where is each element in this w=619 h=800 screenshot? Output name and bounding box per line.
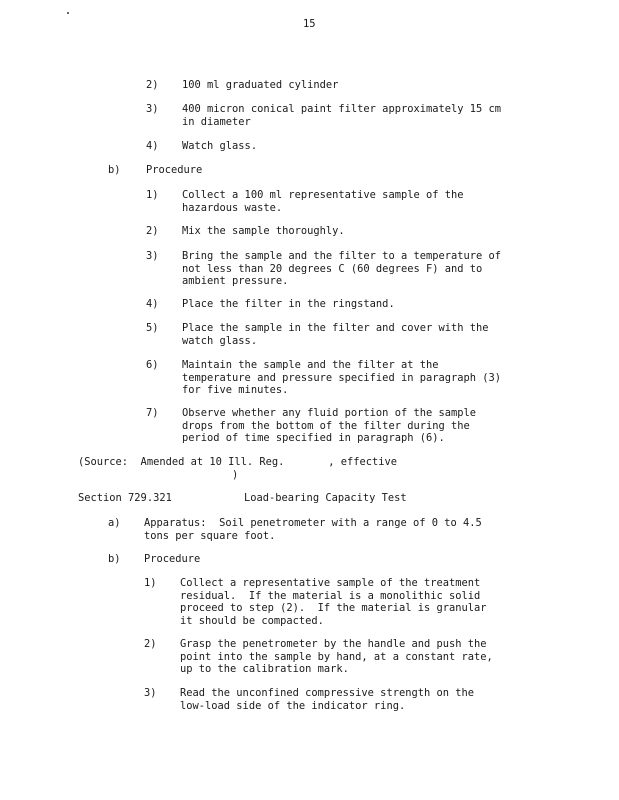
- step-number: 5): [146, 322, 159, 334]
- section-title: Load-bearing Capacity Test: [244, 492, 407, 504]
- list-item-text: [182, 103, 501, 128]
- text-line: ambient pressure.: [182, 275, 289, 287]
- step-number: 2): [144, 638, 157, 650]
- section-letter: b): [108, 164, 121, 176]
- step-text: [180, 687, 474, 712]
- text-line: Collect a 100 ml representative sample of the: [182, 189, 464, 201]
- text-line: Maintain the sample and the filter at the: [182, 359, 439, 371]
- source-note: (Source: Amended at 10 Ill. Reg. , effective: [78, 456, 398, 468]
- source-note-close: ): [232, 469, 239, 481]
- text-line: Read the unconfined compressive strength on the: [180, 687, 475, 699]
- text-line: low-load side of the indicator ring.: [180, 699, 406, 712]
- procedure-heading: Procedure: [146, 164, 203, 176]
- text-line: Mix the sample thoroughly.: [182, 225, 345, 237]
- step-number: 1): [144, 577, 157, 589]
- section-letter: b): [108, 553, 121, 565]
- section-letter: a): [108, 517, 121, 529]
- text-line: point into the sample by hand, at a constant rate,: [180, 650, 493, 663]
- step-number: 3): [146, 250, 159, 262]
- text-line: Grasp the penetrometer by the handle and push the: [180, 638, 487, 650]
- step-text: [182, 322, 489, 347]
- step-text: [182, 407, 476, 445]
- section-number: Section 729.321: [78, 492, 172, 504]
- step-text: [182, 189, 464, 214]
- text-line: watch glass.: [182, 334, 258, 347]
- step-number: 3): [144, 687, 157, 699]
- text-line: 100 ml graduated cylinder: [182, 79, 339, 91]
- step-number: 7): [146, 407, 159, 419]
- step-text: [180, 638, 493, 676]
- procedure-heading: Procedure: [144, 553, 201, 565]
- text-line: Bring the sample and the filter to a temperature of: [182, 250, 502, 262]
- text-line: for five minutes.: [182, 384, 289, 396]
- text-line: Collect a representative sample of the treatment: [180, 577, 481, 589]
- text-line: it should be compacted.: [180, 614, 324, 627]
- list-number: 4): [146, 140, 159, 152]
- step-text: [180, 577, 487, 627]
- step-number: 1): [146, 189, 159, 201]
- list-item-text: [182, 140, 257, 153]
- step-number: 4): [146, 298, 159, 310]
- page-number: 15: [303, 18, 316, 30]
- text-line: period of time specified in paragraph (6).: [182, 432, 445, 444]
- step-text: [182, 250, 501, 288]
- step-number: 6): [146, 359, 159, 371]
- text-line: Observe whether any fluid portion of the sample: [182, 407, 477, 419]
- text-line: temperature and pressure specified in paragraph (3): [182, 371, 502, 384]
- step-text: [182, 225, 345, 238]
- text-line: up to the calibration mark.: [180, 663, 349, 675]
- text-line: Watch glass.: [182, 140, 258, 152]
- text-line: Apparatus: Soil penetrometer with a range of 0 to 4.5: [144, 517, 482, 529]
- text-line: proceed to step (2). If the material is granular: [180, 602, 487, 614]
- text-line: 400 micron conical paint filter approximately 15 cm: [182, 103, 502, 115]
- text-line: not less than 20 degrees C (60 degrees F) and to: [182, 262, 483, 275]
- text-line: residual. If the material is a monolithic solid: [180, 589, 481, 602]
- list-number: 3): [146, 103, 159, 115]
- scan-mark: [67, 12, 69, 14]
- text-line: in diameter: [182, 115, 251, 128]
- step-number: 2): [146, 225, 159, 237]
- apparatus-text: [144, 517, 482, 542]
- text-line: Place the filter in the ringstand.: [182, 298, 395, 310]
- text-line: Place the sample in the filter and cover with the: [182, 322, 489, 334]
- text-line: tons per square foot.: [144, 529, 276, 542]
- text-line: drops from the bottom of the filter during the: [182, 419, 470, 432]
- text-line: hazardous waste.: [182, 201, 283, 214]
- step-text: [182, 359, 501, 397]
- list-number: 2): [146, 79, 159, 91]
- step-text: [182, 298, 395, 311]
- list-item-text: [182, 79, 338, 92]
